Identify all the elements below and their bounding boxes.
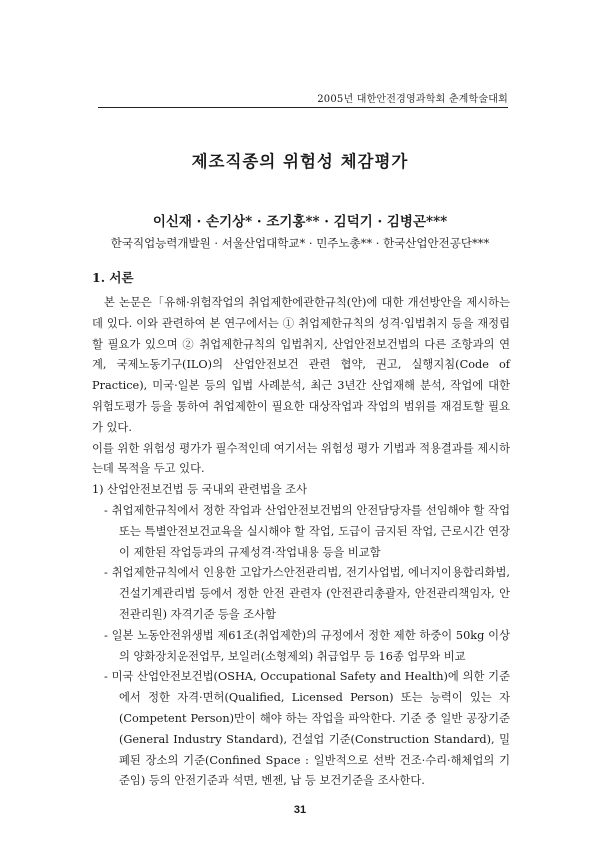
running-header: 2005년 대한안전경영과학회 춘계학술대회 — [317, 94, 508, 105]
header-rule — [98, 107, 508, 108]
bullet-item: - 일본 노동안전위생법 제61조(취업제한)의 규정에서 정한 제한 하중이 50kg 이상의 양화장치운전업무, 보일러(소형제외) 취급업무 등 16종 업무와 비교 — [104, 628, 510, 663]
page-number: 31 — [293, 804, 307, 816]
bullet-item: - 취업제한규칙에서 정한 작업과 산업안전보건법의 안전담당자를 선임해야 할 작업 또는 특별안전보건교육을 실시해야 할 작업, 도급이 금지된 작업, 근로시간 연장이 제한된 작업등과의 규제성격·작업내용 등을 비교함 — [104, 503, 510, 559]
list-heading: 1) 산업안전보건법 등 국내외 관련법을 조사 — [92, 483, 308, 497]
section-body — [92, 293, 510, 792]
bullet-item: - 취업제한규칙에서 인용한 고압가스안전관리법, 전기사업법, 에너지이용합리화법, 건설기계관리법 등에서 정한 안전 관련자 (안전관리총괄자, 안전관리책임자, 안전관리원) 자격기준 등을 조사함 — [104, 566, 510, 621]
paragraph: 본 논문은「유해·위험작업의 취업제한에관한규칙(안)에 대한 개선방안을 제시하는데 있다. 이와 관련하여 본 연구에서는 ① 취업제한규칙의 성격·입법취지 등을 재정립할 필요가 있으며 ② 취업제한규칙의 입법취지, 산업안전보건법의 다른 조항과의 연계, 국제노동기구(ILO)의 산업안전보건 관련 협약, 권고, 실행지침(Code of Practice), 미국·일본 등의 입법 사례분석, 최근 3년간 산업재해 분석, 작업에 대한 위험도평가 등을 통하여 취업제한이 필요한 대상작업과 작업의 범위를 재검토할 필요가 있다. — [92, 296, 510, 434]
affiliation-list: 한국직업능력개발원 · 서울산업대학교* · 민주노총** · 한국산업안전공단*** — [110, 236, 490, 250]
author-list: 이신재 · 손기상* · 조기홍** · 김덕기 · 김병곤*** — [152, 214, 448, 230]
bullet-item: - 미국 산업안전보건법(OSHA, Occupational Safety and Health)에 의한 기준에서 정한 자격·면허(Qualified, Licensed Person) 또는 능력이 있는 자(Competent Person)만이 해야 하는 작업을 파악한다. 기준 중 일반 공장기준(General Industry Standard), 건설업 기준(Construction Standard), 밀폐된 장소의 기준(Confined Space : 일반적으로 선박 건조·수리·해체업의 기준임) 등의 안전기준과 석면, 벤젠, 납 등 보건기준을 조사한다. — [104, 670, 510, 788]
section-heading-introduction: 1. 서론 — [92, 270, 134, 285]
paragraph: 이를 위한 위험성 평가가 필수적인데 여기서는 위험성 평가 기법과 적용결과를 제시하는데 목적을 두고 있다. — [92, 441, 510, 476]
paper-title: 제조직종의 위험성 체감평가 — [191, 152, 409, 171]
